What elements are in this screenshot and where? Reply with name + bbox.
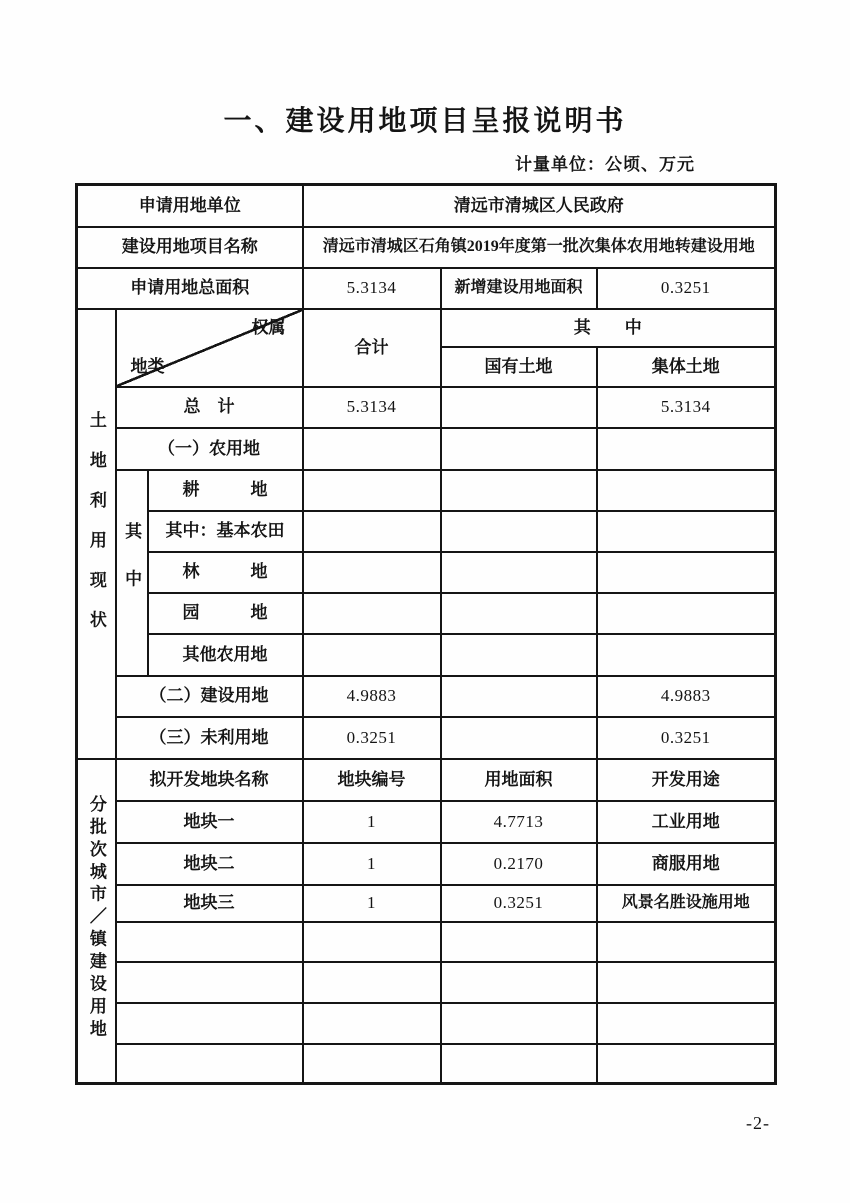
landuse-agri-state <box>441 428 597 470</box>
landuse-total-label: 总 计 <box>116 387 303 428</box>
land-use-section-label: 土地利用现状 <box>86 411 106 651</box>
page-number: -2- <box>746 1113 770 1133</box>
landuse-forest-collective <box>597 552 776 593</box>
new-area-label: 新增建设用地面积 <box>441 268 597 309</box>
batch-col-name: 拟开发地块名称 <box>116 759 303 801</box>
table-row <box>77 1003 776 1044</box>
table-row <box>77 962 776 1003</box>
table-row <box>77 922 776 962</box>
diagonal-landtype-label: 地类 <box>130 357 165 377</box>
batch-col-no: 地块编号 <box>303 759 441 801</box>
col-header-among: 其 中 <box>441 309 776 347</box>
landuse-construction-collective: 4.9883 <box>597 676 776 717</box>
landuse-cultivated-collective <box>597 470 776 511</box>
diagonal-ownership-label: 权属 <box>251 317 286 337</box>
plot6-name <box>116 1003 303 1044</box>
landuse-unused-collective: 0.3251 <box>597 717 776 759</box>
plot2-use: 商服用地 <box>597 843 776 885</box>
landuse-basicfarm-collective <box>597 511 776 552</box>
landuse-otheragri-label: 其他农用地 <box>148 634 303 676</box>
total-area-label: 申请用地总面积 <box>77 268 303 309</box>
land-application-form <box>75 183 777 1085</box>
landuse-garden-label: 园 地 <box>148 593 303 634</box>
landuse-forest-state <box>441 552 597 593</box>
landuse-construction-state <box>441 676 597 717</box>
batch-col-area: 用地面积 <box>441 759 597 801</box>
landuse-forest-sum <box>303 552 441 593</box>
plot2-no: 1 <box>303 843 441 885</box>
landuse-cultivated-sum <box>303 470 441 511</box>
plot6-use <box>597 1003 776 1044</box>
landuse-basicfarm-label: 其中：基本农田 <box>148 511 303 552</box>
table-row <box>77 1044 776 1084</box>
landuse-construction-label: （二）建设用地 <box>116 676 303 717</box>
table-row <box>77 470 776 511</box>
diagonal-header-cell <box>116 309 303 387</box>
landuse-garden-sum <box>303 593 441 634</box>
row-project-name <box>77 227 776 268</box>
plot2-name: 地块二 <box>116 843 303 885</box>
table-row <box>77 552 776 593</box>
landuse-unused-label: （三）未利用地 <box>116 717 303 759</box>
table-row <box>77 593 776 634</box>
applicant-label: 申请用地单位 <box>77 185 303 227</box>
table-row <box>77 387 776 428</box>
new-area-value: 0.3251 <box>597 268 776 309</box>
landuse-total-collective: 5.3134 <box>597 387 776 428</box>
plot5-name <box>116 962 303 1003</box>
measurement-unit-note: 计量单位：公顷、万元 <box>515 155 695 174</box>
landuse-otheragri-sum <box>303 634 441 676</box>
landuse-basicfarm-sum <box>303 511 441 552</box>
plot7-no <box>303 1044 441 1084</box>
project-name-value: 清远市清城区石角镇2019年度第一批次集体农用地转建设用地 <box>303 227 776 268</box>
plot6-no <box>303 1003 441 1044</box>
plot1-area: 4.7713 <box>441 801 597 843</box>
total-area-value: 5.3134 <box>303 268 441 309</box>
table-row <box>77 885 776 922</box>
page-title: 一、建设用地项目呈报说明书 <box>223 106 627 137</box>
col-header-total: 合计 <box>303 309 441 387</box>
row-landuse-header-1 <box>77 309 776 347</box>
table-row <box>77 634 776 676</box>
batch-section-label: 分批次城市／镇建设用地 <box>86 794 106 1042</box>
landuse-basicfarm-state <box>441 511 597 552</box>
landuse-unused-sum: 0.3251 <box>303 717 441 759</box>
batch-section-cell <box>77 759 116 1084</box>
plot1-use: 工业用地 <box>597 801 776 843</box>
plot4-name <box>116 922 303 962</box>
landuse-otheragri-collective <box>597 634 776 676</box>
row-batch-header <box>77 759 776 801</box>
plot1-no: 1 <box>303 801 441 843</box>
plot5-area <box>441 962 597 1003</box>
col-header-collective-land: 集体土地 <box>597 347 776 387</box>
plot3-no: 1 <box>303 885 441 922</box>
table-row <box>77 717 776 759</box>
plot5-no <box>303 962 441 1003</box>
landuse-garden-collective <box>597 593 776 634</box>
landuse-total-sum: 5.3134 <box>303 387 441 428</box>
landuse-agri-sum <box>303 428 441 470</box>
plot7-name <box>116 1044 303 1084</box>
plot7-use <box>597 1044 776 1084</box>
plot3-name: 地块三 <box>116 885 303 922</box>
applicant-value: 清远市清城区人民政府 <box>303 185 776 227</box>
table-row <box>77 843 776 885</box>
landuse-forest-label: 林 地 <box>148 552 303 593</box>
landuse-construction-sum: 4.9883 <box>303 676 441 717</box>
table-row <box>77 428 776 470</box>
among-section-label: 其中 <box>122 522 142 618</box>
col-header-state-land: 国有土地 <box>441 347 597 387</box>
plot7-area <box>441 1044 597 1084</box>
landuse-total-state <box>441 387 597 428</box>
landuse-agri-label: （一）农用地 <box>116 428 303 470</box>
row-applicant <box>77 185 776 227</box>
landuse-garden-state <box>441 593 597 634</box>
plot4-no <box>303 922 441 962</box>
row-total-area <box>77 268 776 309</box>
among-section-cell <box>116 470 148 676</box>
landuse-otheragri-state <box>441 634 597 676</box>
table-row <box>77 801 776 843</box>
plot6-area <box>441 1003 597 1044</box>
batch-col-use: 开发用途 <box>597 759 776 801</box>
landuse-cultivated-label: 耕 地 <box>148 470 303 511</box>
landuse-agri-collective <box>597 428 776 470</box>
plot1-name: 地块一 <box>116 801 303 843</box>
plot5-use <box>597 962 776 1003</box>
landuse-unused-state <box>441 717 597 759</box>
table-row <box>77 676 776 717</box>
project-name-label: 建设用地项目名称 <box>77 227 303 268</box>
land-use-section-cell <box>77 309 116 759</box>
plot4-use <box>597 922 776 962</box>
plot4-area <box>441 922 597 962</box>
landuse-cultivated-state <box>441 470 597 511</box>
plot3-area: 0.3251 <box>441 885 597 922</box>
plot2-area: 0.2170 <box>441 843 597 885</box>
table-row <box>77 511 776 552</box>
plot3-use: 风景名胜设施用地 <box>597 885 776 922</box>
